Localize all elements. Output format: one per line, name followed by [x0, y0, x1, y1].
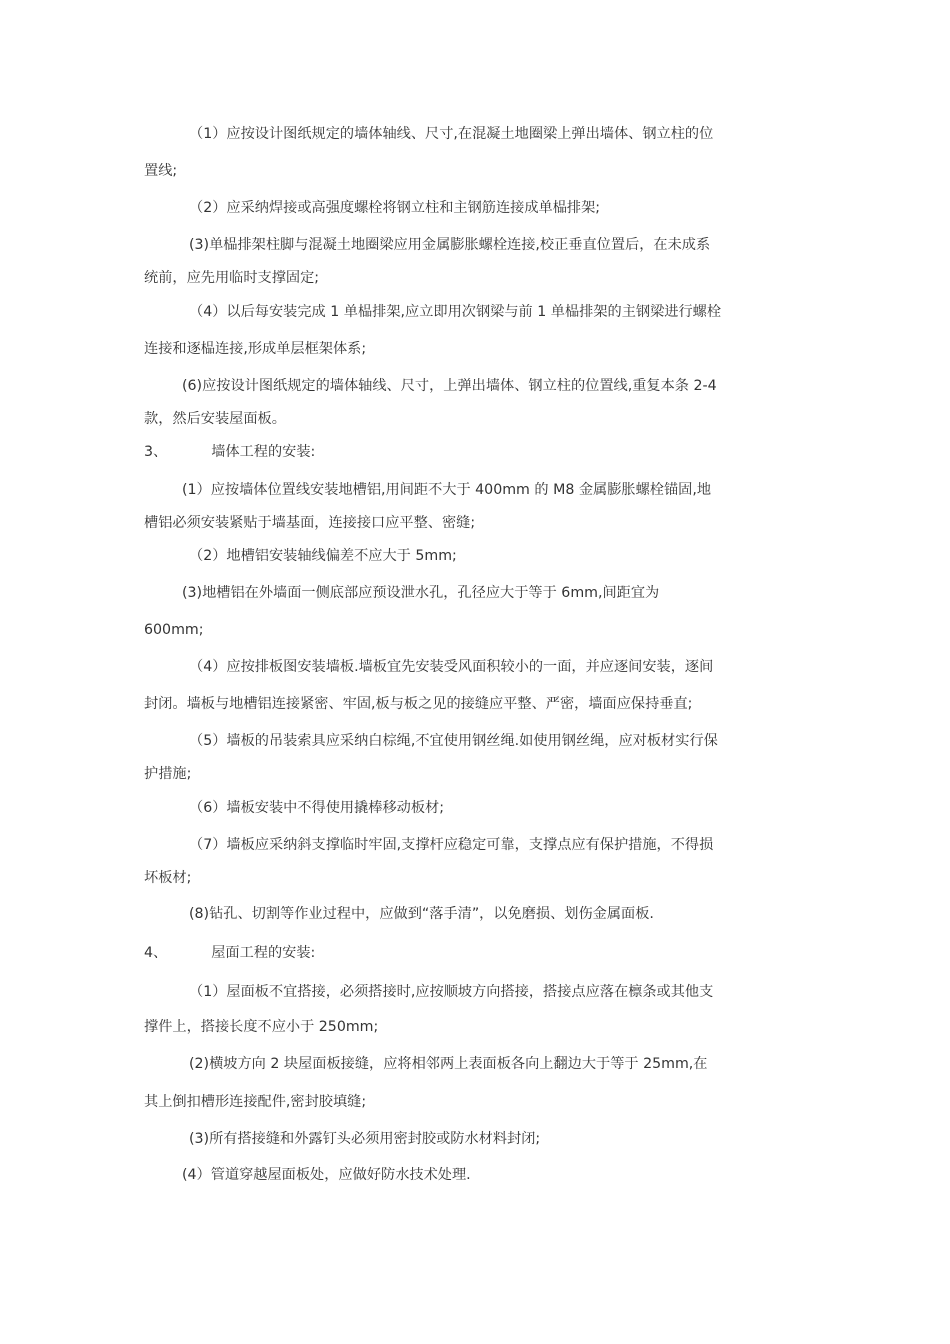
paragraph-line: （4）以后每安装完成 1 单榀排架,应立即用次钢梁与前 1 单榀排架的主钢梁进行螺栓: [189, 304, 722, 320]
paragraph-line: 连接和逐榀连接,形成单层框架体系;: [144, 341, 367, 357]
paragraph-line: 撑件上，搭接长度不应小于 250mm;: [144, 1019, 379, 1035]
paragraph-line: 款，然后安装屋面板。: [144, 411, 286, 427]
paragraph-line: 统前，应先用临时支撑固定;: [144, 270, 320, 286]
paragraph-line: 置线;: [144, 163, 178, 179]
paragraph-line: 其上倒扣槽形连接配件,密封胶填缝;: [144, 1094, 367, 1110]
paragraph-line: 封闭。墙板与地槽铝连接紧密、牢固,板与板之见的接缝应平整、严密，墙面应保持垂直;: [144, 696, 693, 712]
paragraph-line: （6）墙板安装中不得使用撬棒移动板材;: [189, 800, 444, 816]
paragraph-line: (4）管道穿越屋面板处，应做好防水技术处理.: [182, 1167, 471, 1183]
paragraph-line: (2)横坡方向 2 块屋面板接缝，应将相邻两上表面板各向上翻边大于等于 25mm,在: [189, 1056, 708, 1072]
paragraph-line: （1）应按设计图纸规定的墙体轴线、尺寸,在混凝土地圈梁上弹出墙体、钢立柱的位: [189, 126, 714, 142]
paragraph-line: （1）屋面板不宜搭接，必须搭接时,应按顺坡方向搭接，搭接点应落在檩条或其他支: [189, 984, 714, 1000]
paragraph-line: (8)钻孔、切割等作业过程中，应做到“落手清”，以免磨损、划伤金属面板.: [189, 906, 654, 922]
paragraph-line: (3)所有搭接缝和外露钉头必须用密封胶或防水材料封闭;: [189, 1131, 541, 1147]
paragraph-line: （2）地槽铝安装轴线偏差不应大于 5mm;: [189, 548, 457, 564]
paragraph-line: (1）应按墙体位置线安装地槽铝,用间距不大于 400mm 的 M8 金属膨胀螺栓锚固,地: [182, 482, 712, 498]
paragraph-line: 槽铝必须安装紧贴于墙基面，连接接口应平整、密缝;: [144, 515, 476, 531]
section-title: 屋面工程的安装:: [211, 945, 316, 961]
paragraph-line: (6)应按设计图纸规定的墙体轴线、尺寸，上弹出墙体、钢立柱的位置线,重复本条 2-4: [182, 378, 717, 394]
section-heading: [144, 943, 784, 963]
paragraph-line: (3)地槽铝在外墙面一侧底部应预设泄水孔，孔径应大于等于 6mm,间距宜为: [182, 585, 660, 601]
paragraph-line: （2）应采纳焊接或高强度螺栓将钢立柱和主钢筋连接成单榀排架;: [189, 200, 601, 216]
paragraph-line: 600mm;: [144, 622, 204, 638]
paragraph-line: 护措施;: [144, 766, 192, 782]
paragraph-line: （4）应按排板图安装墙板.墙板宜先安装受风面积较小的一面，并应逐间安装，逐间: [189, 659, 714, 675]
paragraph-line: (3)单榀排架柱脚与混凝土地圈梁应用金属膨胀螺栓连接,校正垂直位置后，在未成系: [189, 237, 711, 253]
section-title: 墙体工程的安装:: [211, 444, 316, 460]
section-number: 4、: [144, 945, 168, 961]
section-heading: [144, 442, 784, 462]
paragraph-line: （5）墙板的吊装索具应采纳白棕绳,不宜使用钢丝绳.如使用钢丝绳，应对板材实行保: [189, 733, 718, 749]
section-number: 3、: [144, 444, 168, 460]
paragraph-line: 坏板材;: [144, 870, 192, 886]
paragraph-line: （7）墙板应采纳斜支撑临时牢固,支撑杆应稳定可靠，支撑点应有保护措施，不得损: [189, 837, 714, 853]
